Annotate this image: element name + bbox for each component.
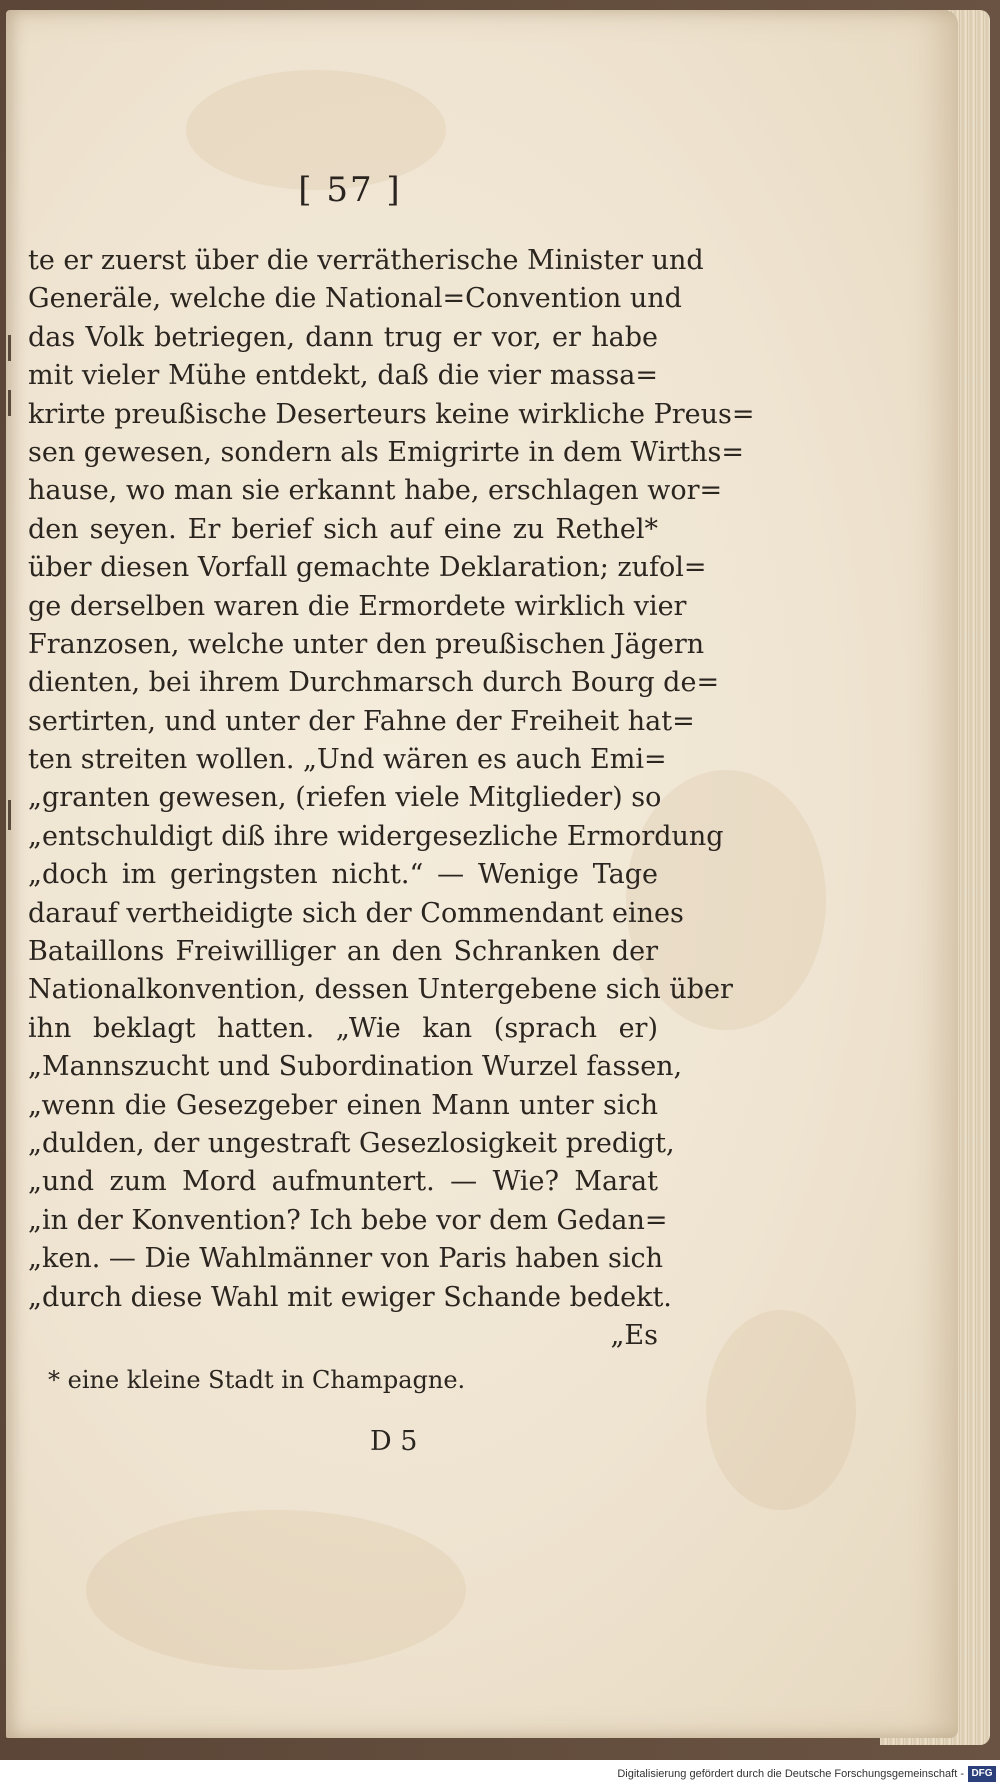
text-line: Franzosen, welche unter den preußischen Jägern [28,628,705,660]
text-line: den seyen. Er berief sich auf eine zu Rethel* [28,513,658,545]
margin-mark [8,800,11,830]
text-line: ihn beklagt hatten. „Wie kan (sprach er) [28,1012,658,1044]
text-line: das Volk betriegen, dann trug er vor, er habe [28,321,658,353]
text-line: „Mannszucht und Subordination Wurzel fassen, [28,1051,683,1083]
margin-mark [8,335,11,361]
text-line: „entschuldigt diß ihre widergesezliche Ermordung [28,820,724,852]
text-line: mit vieler Mühe entdekt, daß die vier massa= [28,360,658,392]
text-line: „wenn die Gesezgeber einen Mann unter sich [28,1089,658,1121]
text-line: „ken. — Die Wahlmänner von Paris haben sich [28,1243,664,1275]
paper-stain [706,1310,856,1510]
text-line: „durch diese Wahl mit ewiger Schande bedekt. [28,1281,672,1313]
dfg-logo: DFG [968,1766,996,1782]
text-line: ge derselben waren die Ermordete wirklich vier [28,590,687,622]
text-line: Nationalkonvention, dessen Untergebene sich über [28,974,733,1006]
page-number-header: [ 57 ] [298,170,402,210]
text-line: sertirten, und unter der Fahne der Freiheit hat= [28,705,695,737]
text-line: „dulden, der ungestraft Gesezlosigkeit predigt, [28,1127,675,1159]
text-line: te er zuerst über die verrätherische Minister und [28,245,704,276]
text-line: Bataillons Freiwilliger an den Schranken der [28,936,658,968]
text-line: „granten gewesen, (riefen viele Mitglieder) so [28,782,662,814]
text-line: dienten, bei ihrem Durchmarsch durch Bourg de= [28,667,720,699]
catchword: „Es [610,1319,658,1351]
text-line: Generäle, welche die National=Convention und [28,283,682,315]
text-line: sen gewesen, sondern als Emigrirte in dem Wirths= [28,436,745,468]
text-line: „in der Konvention? Ich bebe vor dem Gedan= [28,1204,668,1236]
paper-stain [86,1510,466,1670]
text-line: hause, wo man sie erkannt habe, erschlagen wor= [28,475,723,507]
body-text [28,242,755,1355]
text-line: darauf vertheidigte sich der Commendant eines [28,897,684,929]
signature-mark: D 5 [370,1426,418,1457]
digitization-credit: Digitalisierung gefördert durch die Deutsche Forschungsgemeinschaft - [617,1768,964,1780]
margin-mark [8,390,11,416]
text-line: „und zum Mord aufmuntert. — Wie? Marat [28,1166,658,1198]
text-line: „doch im geringsten nicht.“ — Wenige Tage [28,859,658,891]
text-line: krirte preußische Deserteurs keine wirkliche Preus= [28,398,755,430]
digitization-credit-bar [0,1760,1000,1791]
text-line: ten streiten wollen. „Und wären es auch Emi= [28,744,667,776]
footnote: * eine kleine Stadt in Champagne. [48,1366,466,1394]
text-line: über diesen Vorfall gemachte Deklaration; zufol= [28,552,707,584]
